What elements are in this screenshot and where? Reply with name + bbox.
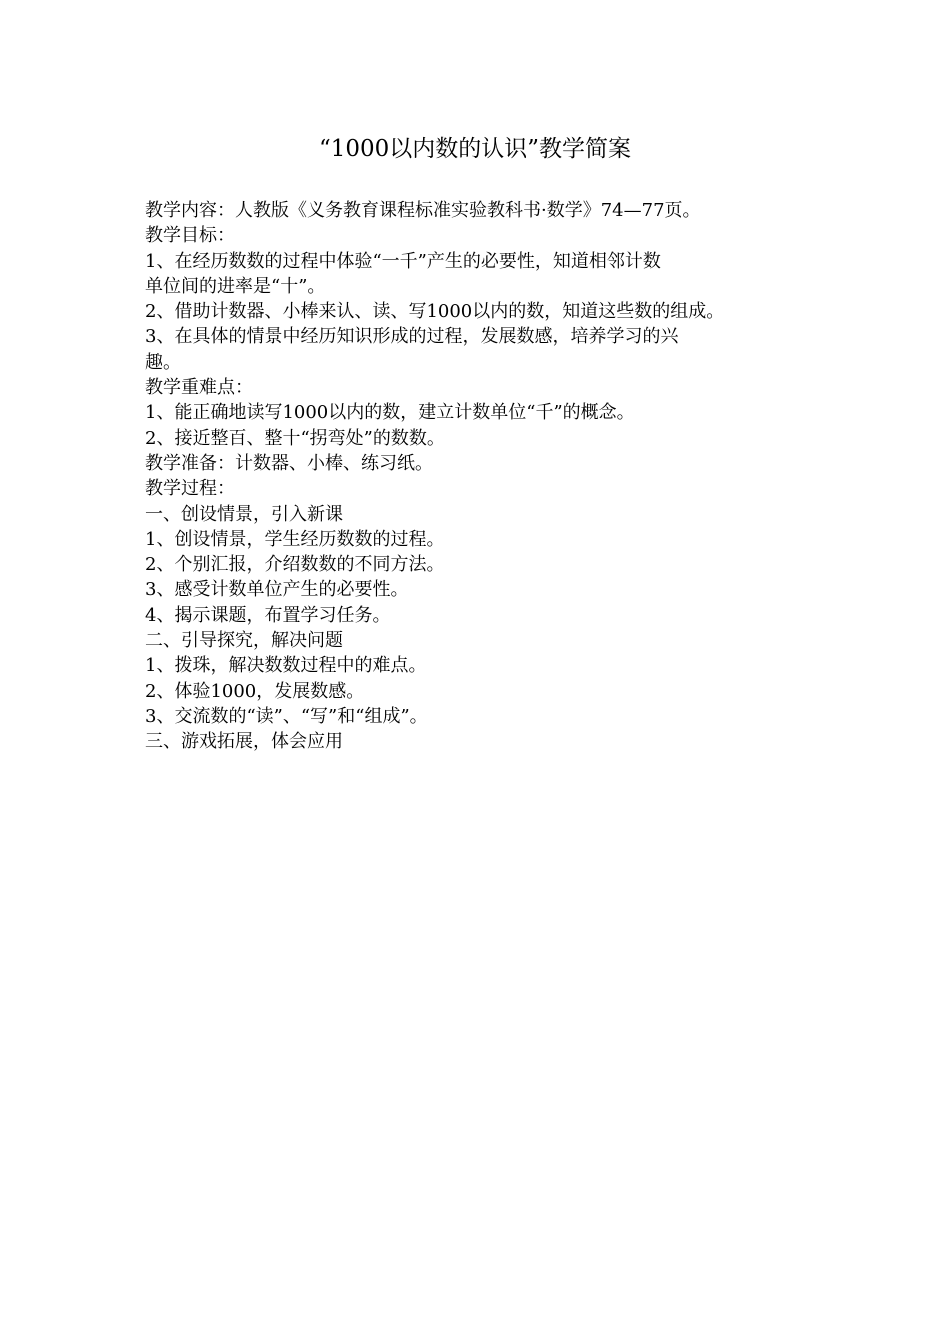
difficulty-item-1: 1、能正确地读写1000以内的数，建立计数单位“千”的概念。 (145, 402, 635, 424)
section-2-item-3: 3、交流数的“读”、“写”和“组成”。 (145, 705, 428, 727)
objective-item-3: 3、在具体的情景中经历知识形成的过程，发展数感，培养学习的兴 (145, 326, 679, 348)
heading-teaching-process: 教学过程： (145, 478, 235, 500)
document-body (145, 198, 825, 755)
text-line-teaching-content: 教学内容：人教版《义务教育课程标准实验教科书·数学》74—77页。 (145, 200, 701, 221)
difficulty-item-2: 2、接近整百、整十“拐弯处”的数数。 (145, 427, 445, 449)
section-heading-2: 二、引导探究，解决问题 (145, 630, 343, 652)
text-line-preparation: 教学准备：计数器、小棒、练习纸。 (145, 452, 433, 474)
section-1-item-1: 1、创设情景，学生经历数数的过程。 (145, 528, 445, 550)
objective-item-1-continued: 单位间的进率是“十”。 (145, 275, 326, 297)
section-1-item-2: 2、个别汇报，介绍数数的不同方法。 (145, 554, 445, 576)
section-heading-1: 一、创设情景，引入新课 (145, 503, 343, 525)
heading-key-difficulties: 教学重难点： (145, 377, 253, 399)
objective-item-3-continued: 趣。 (145, 351, 181, 373)
document-title: “1000以内数的认识”教学简案 (318, 136, 632, 162)
section-2-item-1: 1、拨珠，解决数数过程中的难点。 (145, 655, 427, 677)
section-1-item-4: 4、揭示课题，布置学习任务。 (145, 604, 391, 626)
section-2-item-2: 2、体验1000，发展数感。 (145, 680, 365, 702)
objective-item-2: 2、借助计数器、小棒来认、读、写1000以内的数，知道这些数的组成。 (145, 301, 725, 323)
heading-teaching-objectives: 教学目标： (145, 225, 235, 247)
objective-item-1: 1、在经历数数的过程中体验“一千”产生的必要性，知道相邻计数 (145, 250, 661, 272)
section-1-item-3: 3、感受计数单位产生的必要性。 (145, 579, 409, 601)
section-heading-3: 三、游戏拓展，体会应用 (145, 731, 343, 753)
